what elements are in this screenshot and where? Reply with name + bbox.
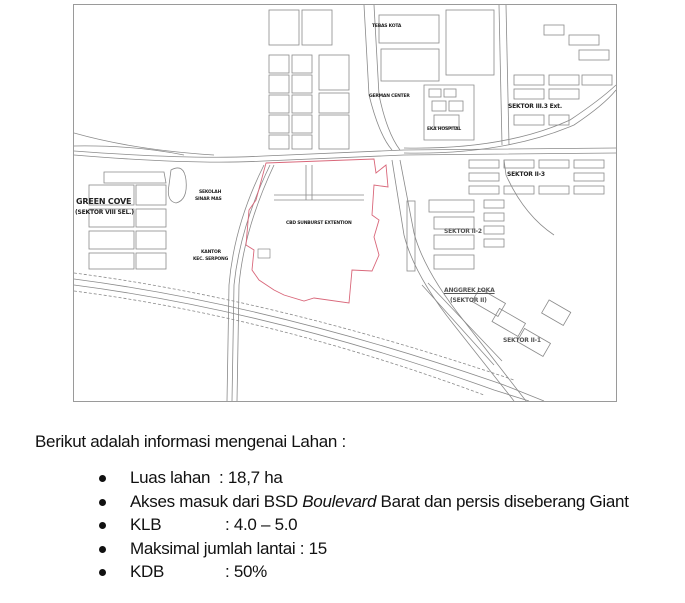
- fact-sep: :: [225, 562, 234, 581]
- fact-key: Maksimal jumlah lantai: [130, 538, 296, 558]
- fact-text: Akses masuk dari BSD: [130, 491, 303, 511]
- info-intro: Berikut adalah informasi mengenai Lahan :: [35, 432, 346, 451]
- fact-sep: :: [210, 468, 228, 487]
- fact-value: 50%: [233, 562, 267, 581]
- label-green-cove: GREEN COVE: [76, 197, 132, 206]
- fact-text: Barat dan persis diseberang Giant: [376, 491, 629, 511]
- fact-luas-lahan: [97, 466, 629, 490]
- fact-key: Luas lahan: [130, 468, 211, 487]
- label-sekolah-2: SINAR MAS: [195, 197, 222, 202]
- label-eka-hospital: EKA HOSPITAL: [427, 127, 462, 132]
- fact-text-italic: Boulevard: [302, 491, 377, 511]
- label-kantor-2: KEC. SERPONG: [193, 257, 229, 262]
- fact-maksimal-lantai: [97, 537, 629, 561]
- label-tebas-kota: TEBAS KOTA: [372, 24, 402, 29]
- label-sektor-ii3: SEKTOR II-3: [507, 171, 545, 178]
- label-sekolah-1: SEKOLAH: [199, 190, 222, 195]
- bullet-icon: [99, 546, 106, 553]
- label-german-center: GERMAN CENTER: [369, 94, 410, 99]
- fact-key: KLB: [130, 515, 162, 534]
- site-map: [73, 4, 617, 402]
- fact-sep: :: [295, 538, 309, 558]
- fact-key: KDB: [130, 562, 165, 581]
- bullet-icon: [99, 569, 106, 576]
- fact-akses-masuk: [97, 490, 629, 514]
- fact-value: 18,7 ha: [227, 468, 283, 487]
- bullet-icon: [99, 499, 106, 506]
- label-sektor-ii1: SEKTOR II-1: [503, 337, 541, 344]
- fact-value: 15: [308, 538, 327, 558]
- label-anggrek-loka: ANGGREK LOKA: [444, 287, 495, 294]
- fact-sep: :: [225, 515, 234, 534]
- label-green-cove-sub: (SEKTOR VIII SEL.): [75, 209, 134, 216]
- label-cbd-sunburst: CBD SUNBURST EXTENTION: [286, 221, 352, 226]
- site-facts-list: [97, 466, 629, 584]
- bullet-icon: [99, 475, 106, 482]
- label-anggrek-loka-sub: (SEKTOR II): [450, 297, 487, 304]
- label-kantor-1: KANTOR: [201, 250, 221, 255]
- label-sektor-iii3-ext: SEKTOR III.3 Ext.: [508, 103, 562, 110]
- label-sektor-ii2: SEKTOR II-2: [444, 228, 482, 235]
- fact-kdb: [97, 560, 629, 584]
- fact-value: 4.0 – 5.0: [233, 515, 298, 534]
- bullet-icon: [99, 522, 106, 529]
- fact-klb: [97, 513, 629, 537]
